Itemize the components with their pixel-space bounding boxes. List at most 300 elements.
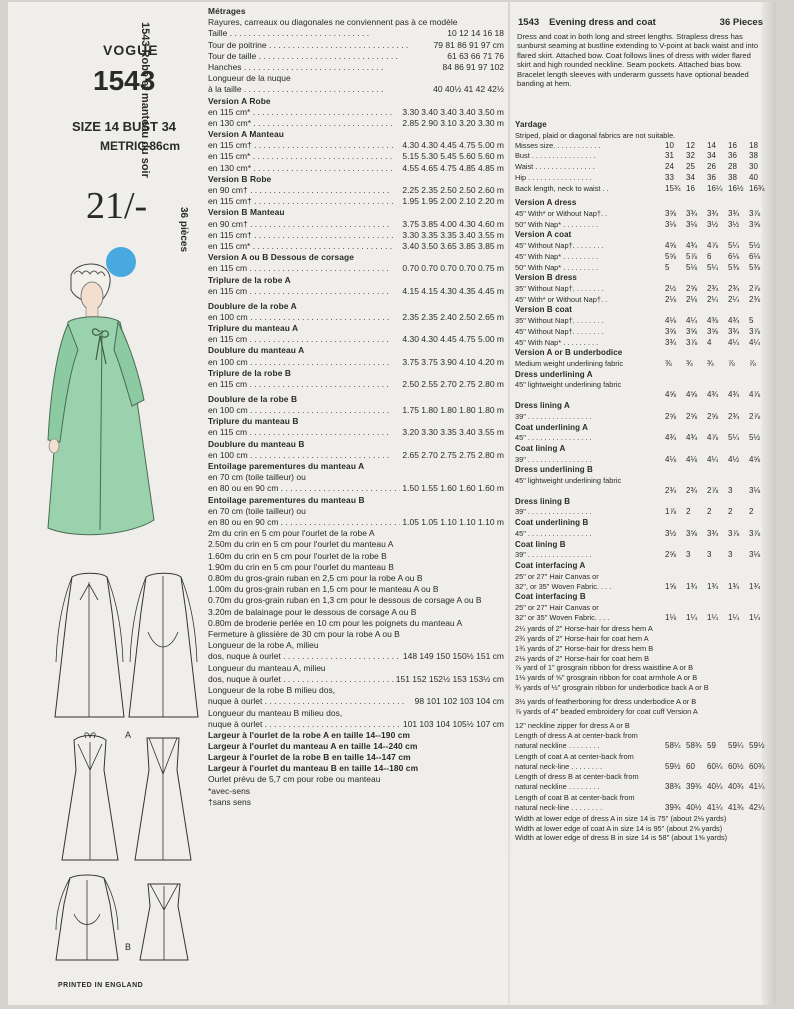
en-row-label: 45" With* or Without Nap†. .	[515, 294, 608, 304]
en-row-cell: 5⅜	[749, 262, 761, 272]
en-row-cell: 4¼	[749, 337, 761, 347]
fr-text-line: Ourlet prévu de 5,7 cm pour robe ou manteau	[208, 774, 381, 785]
en-row-cell: 41¼	[707, 802, 723, 812]
en-data-row	[515, 338, 770, 349]
fr-row-label: en 90 cm† . . .	[208, 219, 400, 230]
fr-row-values: 2.25 2.35 2.50 2.50 2.60 m	[402, 185, 504, 195]
en-text-line: Width at lower edge of dress B in size 14 is 58" (about 1⅝ yards)	[515, 833, 728, 843]
en-section-heading: Dress underlining A	[515, 369, 593, 379]
fr-text-line: 0.70m du gros-grain ruban en 1,3 cm pour le dessous de corsage A ou B	[208, 595, 482, 606]
english-pieces: 36 Pieces	[719, 17, 763, 28]
en-row-cell: 4¾	[707, 390, 719, 400]
fr-row-values: 3.30 3.35 3.35 3.40 3.55 m	[402, 229, 504, 240]
en-row-label: Misses size. . . . . . . . . . . .	[515, 140, 601, 150]
fr-data-row	[208, 51, 504, 62]
fr-row-label: en 115 cm . . .	[208, 263, 400, 274]
en-row-cell: 2⅝	[686, 283, 698, 293]
en-row-cell: 3⅝	[686, 528, 698, 538]
en-row-cell: 6⅛	[728, 251, 740, 261]
fr-section-heading: Doublure de la robe B	[208, 394, 298, 405]
fr-data-row	[208, 151, 504, 162]
en-row-cell: 34	[686, 172, 695, 182]
en-row-cell: 3¾	[728, 326, 740, 336]
fr-section-heading: Largeur à l'ourlet du manteau B en taille 14--180 cm	[208, 763, 419, 774]
en-row-label: 39" . . . . . . . . . . . . . . . .	[515, 507, 592, 517]
fr-text-line: Longueur de la robe B milieu dos,	[208, 685, 336, 696]
en-row-cell: 2¼	[707, 294, 719, 304]
en-row-cell: 1⅛	[665, 613, 677, 623]
fr-row-values: 1.05 1.05 1.10 1.10 1.10 m	[402, 516, 504, 527]
fr-data-row	[208, 719, 504, 730]
en-section-heading: Version A dress	[515, 198, 577, 208]
fr-section-heading: Triplure de la robe B	[208, 367, 292, 378]
fr-text-line: 0.80m du gros-grain ruban en 2,5 cm pour la robe A ou B	[208, 572, 423, 583]
en-row-label: natural neckline . . . . . . . .	[515, 782, 600, 792]
en-row-label: Medium weight underlining fabric	[515, 359, 624, 369]
fr-data-row	[208, 219, 504, 230]
fr-text-line: 1.90m du crin en 5 cm pour l'ourlet du manteau B	[208, 561, 394, 572]
en-row-cell: 16½	[728, 183, 744, 193]
en-section-heading: Coat interfacing A	[515, 561, 586, 571]
en-row-label: 45" . . . . . . . . . . . . . . . .	[515, 433, 592, 443]
fr-row-values: 4.55 4.65 4.75 4.85 4.85 m	[402, 162, 504, 173]
fr-row-label: en 130 cm* . . .	[208, 118, 400, 129]
fr-row-values: 3.75 3.85 4.00 4.30 4.60 m	[402, 218, 504, 229]
en-data-row	[515, 173, 770, 184]
english-title-row	[518, 17, 763, 28]
en-row-cell: 3¾	[665, 337, 677, 347]
fr-row-label: en 115 cm† . . .	[208, 230, 400, 241]
en-row-cell: 2	[749, 507, 754, 517]
price-mark: 21/-	[86, 185, 148, 227]
fr-row-label: en 130 cm* . . .	[208, 163, 400, 174]
fr-row-values: 3.30 3.40 3.40 3.40 3.50 m	[402, 106, 504, 117]
fr-row-values: 2.35 2.35 2.40 2.50 2.65 m	[402, 311, 504, 322]
fashion-illustration	[36, 260, 186, 560]
en-row-cell: 2	[728, 507, 733, 517]
en-row-cell: 4⅛	[665, 316, 677, 326]
fr-data-row	[208, 450, 504, 461]
en-row-cell: ⅞	[728, 359, 735, 369]
en-row-cell: 4¾	[686, 241, 698, 251]
en-row-cell: 5¼	[707, 262, 719, 272]
fr-row-label: en 80 ou en 90 cm . . .	[208, 517, 400, 528]
fr-section-heading: Triplure du manteau A	[208, 323, 299, 334]
fr-row-label: nuque à ourlet . . .	[208, 719, 401, 730]
en-row-cell: 2½	[665, 283, 677, 293]
fr-row-values: 4.30 4.30 4.45 4.75 5.00 m	[402, 334, 504, 345]
en-row-cell: 60¾	[749, 761, 765, 771]
en-row-cell: 31	[665, 151, 674, 161]
fr-section-heading: Largeur à l'ourlet de la robe B en taille 14--147 cm	[208, 752, 411, 763]
en-row-cell: 14	[707, 140, 716, 150]
en-row-cell: 39¾	[665, 802, 681, 812]
fr-row-values: 0.70 0.70 0.70 0.70 0.75 m	[402, 263, 504, 274]
fr-row-label: en 115 cm* . . .	[208, 241, 400, 252]
fr-data-row	[208, 163, 504, 174]
pattern-envelope-back	[8, 2, 776, 1005]
fr-row-label: en 115 cm . . .	[208, 286, 400, 297]
en-row-label: Hip . . . . . . . . . . . . . . . .	[515, 172, 592, 182]
en-row-cell: 3	[707, 550, 712, 560]
en-row-cell: 4⅝	[686, 390, 698, 400]
fr-row-label: à la taille . . .	[208, 84, 431, 95]
en-row-cell: 4¾	[728, 390, 740, 400]
en-row-cell: 34	[707, 151, 716, 161]
en-text-line: 12" neckline zipper for dress A or B	[515, 721, 630, 731]
en-row-cell: 59½	[665, 761, 681, 771]
en-row-cell: 4¼	[686, 316, 698, 326]
en-row-cell: 1¾	[728, 581, 740, 591]
en-row-cell: 60	[686, 761, 695, 771]
en-row-cell: 5⅛	[686, 262, 698, 272]
en-section-heading: Version A coat	[515, 230, 572, 240]
en-text-line: 1¾ yards of 2" Horse-hair for dress hem B	[515, 643, 654, 653]
en-row-cell: 2⅝	[665, 550, 677, 560]
en-row-cell: 36	[707, 172, 716, 182]
coat-a-back-drawing	[126, 572, 201, 722]
fr-section-heading: Doublure du manteau B	[208, 438, 305, 449]
en-row-cell: 2⅛	[686, 294, 698, 304]
en-row-cell: 30	[749, 162, 758, 172]
en-row-cell: 16¼	[707, 183, 723, 193]
hand	[49, 439, 59, 453]
en-row-cell: 41¾	[728, 802, 744, 812]
en-row-label: 50" With Nap* . . . . . . . . .	[515, 219, 599, 229]
en-row-cell: 2⅝	[707, 411, 719, 421]
en-row-cell: 4⅛	[665, 454, 677, 464]
en-row-cell: ¾	[686, 359, 693, 369]
en-row-cell: 5¼	[728, 241, 740, 251]
en-text-line: 45" lightweight underlining fabric	[515, 380, 622, 390]
en-data-row	[515, 151, 770, 162]
en-text-line: 25" or 27" Hair Canvas or	[515, 603, 599, 613]
en-row-cell: 2¾	[665, 486, 677, 496]
en-row-cell: 38	[749, 151, 758, 161]
english-yardage-table	[515, 120, 770, 843]
fr-section-heading: Version A Manteau	[208, 129, 285, 140]
en-row-cell: 12	[686, 140, 695, 150]
fr-text-line: 2m du crin en 5 cm pour l'ourlet de la robe A	[208, 528, 375, 539]
en-row-cell: 1¾	[686, 581, 698, 591]
en-row-cell: 3¾	[707, 528, 719, 538]
en-row-cell: 3⅞	[749, 528, 761, 538]
fr-row-label: en 100 cm . . .	[208, 405, 400, 416]
fr-row-values: 3.20 3.30 3.35 3.40 3.55 m	[402, 427, 504, 438]
fr-section-heading: Doublure du manteau A	[208, 345, 305, 356]
fr-section-heading: Version B Robe	[208, 173, 272, 184]
fr-data-row	[208, 651, 504, 662]
fr-data-row	[208, 28, 504, 39]
fr-row-label: en 115 cm . . .	[208, 427, 400, 438]
coat-b-drawing	[52, 874, 122, 964]
en-row-label: 32" or 35" Woven Fabric. . . .	[515, 613, 610, 623]
en-text-line: ⅞ yard of 1" grosgrain ribbon for dress waistline A or B	[515, 663, 694, 673]
en-section-heading: Coat underlining A	[515, 422, 589, 432]
fr-row-label: Taille . . .	[208, 28, 445, 39]
en-data-row	[515, 327, 770, 338]
brand-name: VOGUE	[103, 42, 159, 58]
fr-row-values: 84 86 91 97 102	[442, 61, 504, 72]
en-row-cell: 3⅝	[665, 208, 677, 218]
fr-data-row	[208, 517, 504, 528]
english-pattern-number: 1543	[518, 17, 540, 28]
fr-section-heading: Métrages	[208, 6, 246, 16]
en-data-row	[515, 241, 770, 252]
en-row-cell: 4⅞	[707, 241, 719, 251]
fr-section-heading: Entoilage parementures du manteau B	[208, 494, 365, 505]
fr-row-values: 151 152 152½ 153 153½ cm	[395, 673, 504, 684]
dress-b-drawing	[136, 874, 192, 964]
en-row-cell: ⅞	[749, 359, 756, 369]
en-row-cell: 4⅝	[665, 241, 677, 251]
en-row-cell: 3⅞	[728, 528, 740, 538]
en-row-cell: 10	[665, 140, 674, 150]
en-row-cell: 40	[749, 172, 758, 182]
fr-row-label: Tour de poitrine . . .	[208, 40, 432, 51]
dress-a-front-drawing	[60, 730, 120, 865]
en-row-cell: 59½	[749, 740, 765, 750]
en-text-line: ¾ yards of ½" grosgrain ribbon for underbodice back A or B	[515, 683, 709, 693]
fr-row-label: en 115 cm* . . .	[208, 151, 400, 162]
fr-text-line: 2.50m du crin en 5 cm pour l'ourlet du manteau A	[208, 539, 394, 550]
en-row-label: natural neckline . . . . . . . .	[515, 740, 600, 750]
fr-row-values: 1.50 1.55 1.60 1.60 1.60 m	[402, 483, 504, 494]
en-row-cell: 4¼	[707, 454, 719, 464]
en-row-cell: 5½	[749, 241, 761, 251]
en-row-cell: 4¾	[728, 316, 740, 326]
fr-row-label: Tour de taille . . .	[208, 51, 445, 62]
en-row-cell: 3⅛	[665, 219, 677, 229]
en-data-row	[515, 220, 770, 231]
fr-text-line: Rayures, carreaux ou diagonales ne conviennent pas à ce modèle	[208, 17, 458, 28]
en-row-label: Bust . . . . . . . . . . . . . . . .	[515, 151, 596, 161]
en-data-row	[515, 184, 770, 195]
en-row-cell: 25	[686, 162, 695, 172]
en-row-cell: 3⅞	[686, 337, 698, 347]
en-data-row	[515, 209, 770, 220]
fr-row-label: en 90 cm† . . .	[208, 185, 400, 196]
en-row-cell: 4¾	[686, 433, 698, 443]
en-text-line: 1⅛ yards of ⅝" grosgrain ribbon for coat armhole A or B	[515, 673, 698, 683]
fr-data-row	[208, 196, 504, 207]
fr-row-values: 101 103 104 105½ 107 cm	[402, 718, 504, 729]
en-row-label: 45" With Nap* . . . . . . . . .	[515, 337, 599, 347]
fr-row-label: en 115 cm† . . .	[208, 140, 400, 151]
fr-data-row	[208, 263, 504, 274]
en-row-cell: ¾	[707, 359, 714, 369]
en-row-cell: 3⅛	[686, 219, 698, 229]
en-row-label: Back length, neck to waist . .	[515, 183, 609, 193]
fr-section-heading: Entoilage parementures du manteau A	[208, 461, 365, 471]
en-row-cell: 4⅝	[665, 390, 677, 400]
en-section-heading: Coat lining B	[515, 539, 566, 549]
en-row-cell: 2⅞	[707, 486, 719, 496]
en-text-line: 3½ yards of featherboning for dress underbodice A or B	[515, 697, 697, 707]
en-row-label: 45" With Nap* . . . . . . . . .	[515, 251, 599, 261]
en-row-label: 45" . . . . . . . . . . . . . . . .	[515, 528, 592, 538]
pattern-number: 1543	[93, 65, 156, 96]
fr-row-label: en 115 cm . . .	[208, 379, 400, 390]
en-row-cell: 41¼	[749, 782, 765, 792]
en-row-label: 32", or 35" Woven Fabric. . . .	[515, 581, 612, 591]
printed-in-england: PRINTED IN ENGLAND	[58, 982, 144, 989]
en-text-line: 45" lightweight underlining fabric	[515, 476, 622, 486]
en-row-cell: 16	[728, 140, 737, 150]
en-data-row	[515, 252, 770, 263]
fr-data-row	[208, 107, 504, 118]
en-row-cell: 1¼	[728, 613, 740, 623]
en-text-line: Length of coat B at center-back from	[515, 792, 635, 802]
fr-data-row	[208, 84, 504, 95]
en-row-cell: 3⅞	[749, 326, 761, 336]
en-row-cell: 38¾	[665, 782, 681, 792]
vertical-title: 1543 Robe et manteau du soir	[139, 22, 151, 178]
size-label: SIZE 14 BUST 34	[72, 119, 177, 134]
en-section-heading: Coat underlining B	[515, 518, 589, 528]
fr-section-heading: Largeur à l'ourlet du manteau A en taille 14--240 cm	[208, 741, 418, 752]
en-data-row	[515, 284, 770, 295]
coat-a-front-drawing	[52, 572, 127, 722]
en-row-cell: 6⅛	[749, 251, 761, 261]
en-row-cell: 3⅛	[749, 550, 761, 560]
en-row-cell: 28	[728, 162, 737, 172]
fr-row-values: 98 101 102 103 104 cm	[414, 696, 504, 707]
en-row-cell: 38	[728, 172, 737, 182]
en-data-row	[515, 141, 770, 152]
en-row-cell: 3⅝	[665, 326, 677, 336]
fr-data-row	[208, 286, 504, 297]
fr-section-heading: Version A Robe	[208, 95, 271, 106]
en-data-row	[515, 162, 770, 173]
en-data-row	[515, 295, 770, 306]
fr-data-row	[208, 185, 504, 196]
en-row-label: 39" . . . . . . . . . . . . . . . .	[515, 411, 592, 421]
fr-data-row	[208, 483, 504, 494]
en-row-cell: 1¾	[707, 581, 719, 591]
en-text-line: Length of coat A at center-back from	[515, 751, 634, 761]
en-row-cell: 60½	[728, 761, 744, 771]
en-row-cell: 5⅜	[728, 262, 740, 272]
fr-text-line: 3.20m de balainage pour le dessous de corsage A ou B	[208, 606, 417, 617]
en-text-line: Width at lower edge of dress A in size 14 is 75" (about 2⅛ yards)	[515, 813, 727, 823]
en-row-label: 45" With* or Without Nap†. .	[515, 208, 608, 218]
en-row-cell: 1¼	[749, 613, 761, 623]
en-row-cell: 3⅝	[707, 326, 719, 336]
en-data-row	[515, 529, 770, 540]
fr-text-line: 1.60m du crin en 5 cm pour l'ourlet de la robe B	[208, 550, 387, 561]
en-row-cell: 2¾	[728, 283, 740, 293]
fr-text-line: Longueur du manteau A, milieu	[208, 662, 326, 673]
en-row-cell: 16	[686, 183, 695, 193]
face	[81, 282, 103, 310]
en-data-row	[515, 433, 770, 444]
en-row-cell: 2⅞	[749, 411, 761, 421]
fr-text-line: Longueur de la nuque	[208, 73, 291, 84]
en-row-label: 50" With Nap* . . . . . . . . .	[515, 262, 599, 272]
en-section-heading: Yardage	[515, 120, 547, 129]
en-section-heading: Version B dress	[515, 273, 577, 283]
en-text-line: Width at lower edge of coat A in size 14 is 95" (about 2⅝ yards)	[515, 823, 723, 833]
en-data-row	[515, 486, 770, 497]
fr-row-label: en 115 cm* . . .	[208, 107, 400, 118]
en-row-cell: 1¼	[707, 613, 719, 623]
fr-section-heading: Triplure du manteau B	[208, 416, 299, 427]
en-data-row	[515, 263, 770, 274]
en-row-cell: 40¼	[707, 782, 723, 792]
fr-section-heading: Triplure de la robe A	[208, 274, 291, 285]
fr-data-row	[208, 334, 504, 345]
en-data-row	[515, 507, 770, 518]
en-row-cell: 3	[728, 486, 733, 496]
fr-row-label: dos, nuque à ourlet . . .	[208, 651, 401, 662]
en-text-line: 2¾ yards of 2" Horse-hair for coat hem A	[515, 633, 649, 643]
en-row-cell: 2¾	[707, 283, 719, 293]
en-section-heading: Version B coat	[515, 305, 572, 315]
en-row-cell: 58¾	[686, 740, 702, 750]
fr-section-heading: Largeur à l'ourlet de la robe A en taille 14--190 cm	[208, 730, 411, 740]
en-row-cell: 16¾	[749, 183, 765, 193]
fold-line	[508, 2, 510, 1005]
en-row-cell: 3½	[665, 528, 677, 538]
en-row-cell: 4⅞	[749, 390, 761, 400]
fr-row-values: 4.15 4.15 4.30 4.35 4.45 m	[402, 285, 504, 296]
en-row-label	[515, 486, 665, 497]
fr-row-values: 2.85 2.90 3.10 3.20 3.30 m	[402, 117, 504, 128]
en-data-row	[515, 412, 770, 423]
fr-section-heading: Version A ou B Dessous de corsage	[208, 252, 355, 263]
fr-text-line: Longueur de la robe A, milieu	[208, 640, 319, 651]
fr-section-heading: Doublure de la robe A	[208, 300, 297, 311]
en-row-cell: 2⅝	[686, 411, 698, 421]
en-row-cell: 2⅛	[665, 294, 677, 304]
en-row-label: natural neck-line . . . . . . . .	[515, 761, 603, 771]
en-section-heading: Dress lining B	[515, 496, 571, 506]
en-row-cell: 33	[665, 172, 674, 182]
fr-text-line: en 70 cm (toile tailleur) ou	[208, 505, 306, 516]
view-b-label: B	[125, 942, 132, 952]
en-row-cell: 2¾	[686, 486, 698, 496]
en-row-cell: 3½	[728, 219, 740, 229]
en-row-cell: 4⅝	[749, 454, 761, 464]
fr-text-line: 0.80m de broderie perlée en 10 cm pour les poignets du manteau A	[208, 617, 463, 628]
en-text-line: ⅞ yards of 4" beaded embroidery for coat cuff Version A	[515, 707, 698, 717]
en-data-row	[515, 550, 770, 561]
en-section-heading: Dress underlining B	[515, 465, 593, 475]
fr-row-label: en 115 cm . . .	[208, 334, 400, 345]
en-row-cell: 5¼	[728, 433, 740, 443]
fr-data-row	[208, 427, 504, 438]
fr-row-values: 1.95 1.95 2.00 2.10 2.20 m	[402, 196, 504, 207]
en-row-cell: 2¾	[728, 411, 740, 421]
en-row-cell: 32	[686, 151, 695, 161]
en-row-cell: 3½	[707, 219, 719, 229]
en-row-cell: 1⅞	[665, 507, 677, 517]
fr-row-label: en 115 cm† . . .	[208, 196, 400, 207]
en-row-cell: 5	[749, 316, 754, 326]
fr-text-line: †sans sens	[208, 796, 251, 807]
fr-text-line: Longueur du manteau B milieu dos,	[208, 707, 343, 718]
en-row-label: Waist . . . . . . . . . . . . . . .	[515, 162, 595, 172]
en-row-cell: 2¼	[728, 294, 740, 304]
fr-data-row	[208, 696, 504, 707]
fr-row-label: en 100 cm . . .	[208, 312, 400, 323]
en-row-cell: 4	[707, 337, 712, 347]
fr-data-row	[208, 357, 504, 368]
en-row-cell: 3¾	[728, 208, 740, 218]
en-row-label	[515, 390, 665, 401]
view-a-label: A	[125, 730, 132, 740]
